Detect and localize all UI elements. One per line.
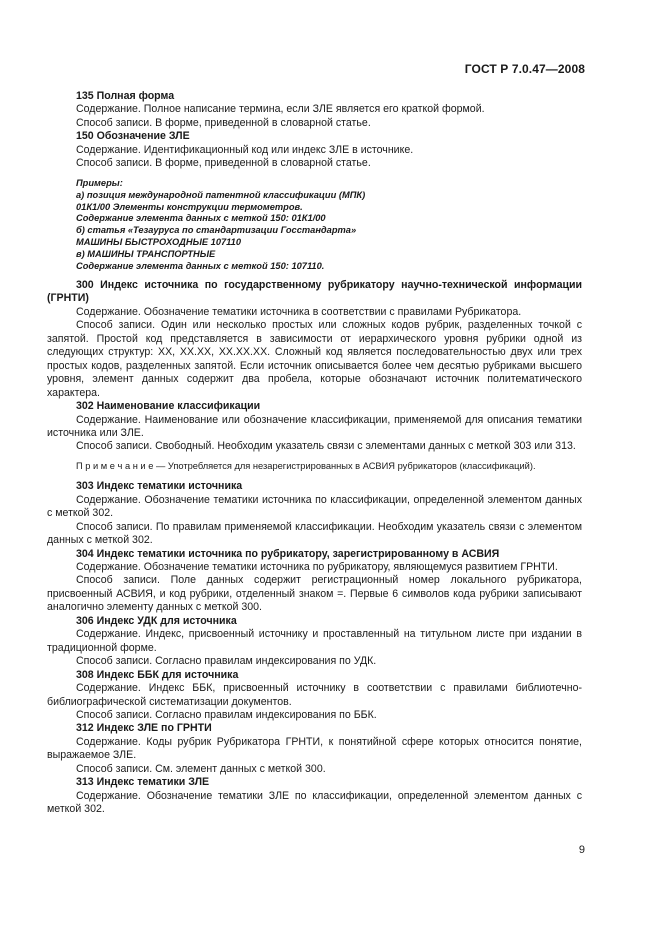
example-line: а) позиция международной патентной классификации (МПК) [76, 189, 366, 200]
section-paragraph: Способ записи. См. элемент данных с меткой 300. [76, 762, 326, 775]
section-paragraph: Содержание. Индекс ББК, присвоенный источнику в соответствии с правилами библиотечно-библиографической систематизации документов. [47, 682, 582, 708]
section-heading-312: 312 Индекс ЗЛЕ по ГРНТИ [76, 722, 212, 735]
example-line: МАШИНЫ БЫСТРОХОДНЫЕ 107110 [76, 237, 241, 248]
section-heading-302: 302 Наименование классификации [76, 400, 261, 413]
section-paragraph: Содержание. Обозначение тематики источника по рубрикатору, являющемуся развитием ГРНТИ. [76, 561, 558, 574]
section-paragraph: Способ записи. В форме, приведенной в словарной статье. [76, 157, 371, 170]
section-heading-303: 303 Индекс тематики источника [76, 480, 243, 493]
section-heading-135: 135 Полная форма [76, 90, 175, 102]
section-paragraph: Содержание. Обозначение тематики ЗЛЕ по классификации, определенной элементом данных с меткой 302. [47, 789, 582, 816]
example-line: б) статья «Тезауруса по стандартизации Госстандарта» [76, 225, 357, 236]
example-line: 01К1/00 Элементы конструкции термометров. [76, 201, 303, 212]
section-paragraph: Способ записи. Свободный. Необходим указатель связи с элементами данных с меткой 303 или 313. [76, 440, 576, 453]
section-heading-150: 150 Обозначение ЗЛЕ [76, 130, 190, 143]
section-paragraph: Способ записи. Согласно правилам индексирования по УДК. [76, 655, 377, 668]
section-paragraph: Способ записи. Один или несколько простых или сложных кодов рубрик, разделенных точкой с запятой. Простой код представляется в зависимости от иерархического уровня рубрики одной из следующих структур: ХХ, ХХ.ХХ, ХХ.ХХ.ХХ. Сложный код является последовательностью двух или трех простых кодов, разделенных запятой. Если источник описывается более чем десятью рубриками высшего уровня, элемент данных содержит два пробела, которые обозначают источник политематического характера. [47, 319, 582, 399]
section-paragraph: Содержание. Индекс, присвоенный источнику и проставленный на титульном листе при издании в традиционной форме. [47, 628, 582, 654]
section-heading-300: 300 Индекс источника по государственному рубрикатору научно-технической информации (ГРНТИ) [47, 278, 582, 305]
standard-designation: ГОСТ Р 7.0.47—2008 [464, 62, 585, 76]
section-paragraph: Содержание. Полное написание термина, если ЗЛЕ является его краткой формой. [76, 103, 485, 116]
section-paragraph: Способ записи. По правилам применяемой классификации. Необходим указатель связи с элементом данных с меткой 302. [47, 520, 582, 547]
section-paragraph: Содержание. Идентификационный код или индекс ЗЛЕ в источнике. [76, 143, 414, 156]
section-heading-304: 304 Индекс тематики источника по рубрикатору, зарегистрированному в АСВИЯ [76, 547, 500, 560]
example-line: Содержание элемента данных с меткой 150: 01К1/00 [76, 213, 326, 224]
section-paragraph: Содержание. Обозначение тематики источника в соответствии с правилами Рубрикатора. [76, 305, 522, 318]
section-paragraph: Содержание. Коды рубрик Рубрикатора ГРНТИ, к понятийной сфере которых относится понятие, выражаемое ЗЛЕ. [47, 735, 582, 762]
note: П р и м е ч а н и е — Употребляется для незарегистрированных в АСВИЯ рубрикаторов (классификаций). [76, 460, 536, 471]
section-heading-306: 306 Индекс УДК для источника [76, 614, 237, 627]
section-heading-313: 313 Индекс тематики ЗЛЕ [76, 776, 210, 789]
section-paragraph: Способ записи. В форме, приведенной в словарной статье. [76, 116, 371, 129]
section-paragraph: Способ записи. Согласно правилам индексирования по ББК. [76, 709, 377, 722]
section-paragraph: Содержание. Обозначение тематики источника по классификации, определенной элементом данных с меткой 302. [47, 493, 582, 520]
section-paragraph: Содержание. Наименование или обозначение классификации, применяемой для описания тематики источника или ЗЛЕ. [47, 413, 582, 439]
document-body [47, 90, 582, 817]
section-paragraph: Способ записи. Поле данных содержит регистрационный номер локального рубрикатора, присвоенный АСВИЯ, и код рубрики, отделенный знаком =. Первые 6 символов кода рубрики записывают аналогично элементу данных с меткой 300. [47, 574, 582, 614]
example-line: в) МАШИНЫ ТРАНСПОРТНЫЕ [76, 249, 216, 260]
example-line: Содержание элемента данных с меткой 150: 107110. [76, 261, 325, 272]
section-heading-308: 308 Индекс ББК для источника [76, 668, 239, 681]
examples-label: Примеры: [76, 177, 123, 188]
page-number: 9 [578, 844, 585, 856]
